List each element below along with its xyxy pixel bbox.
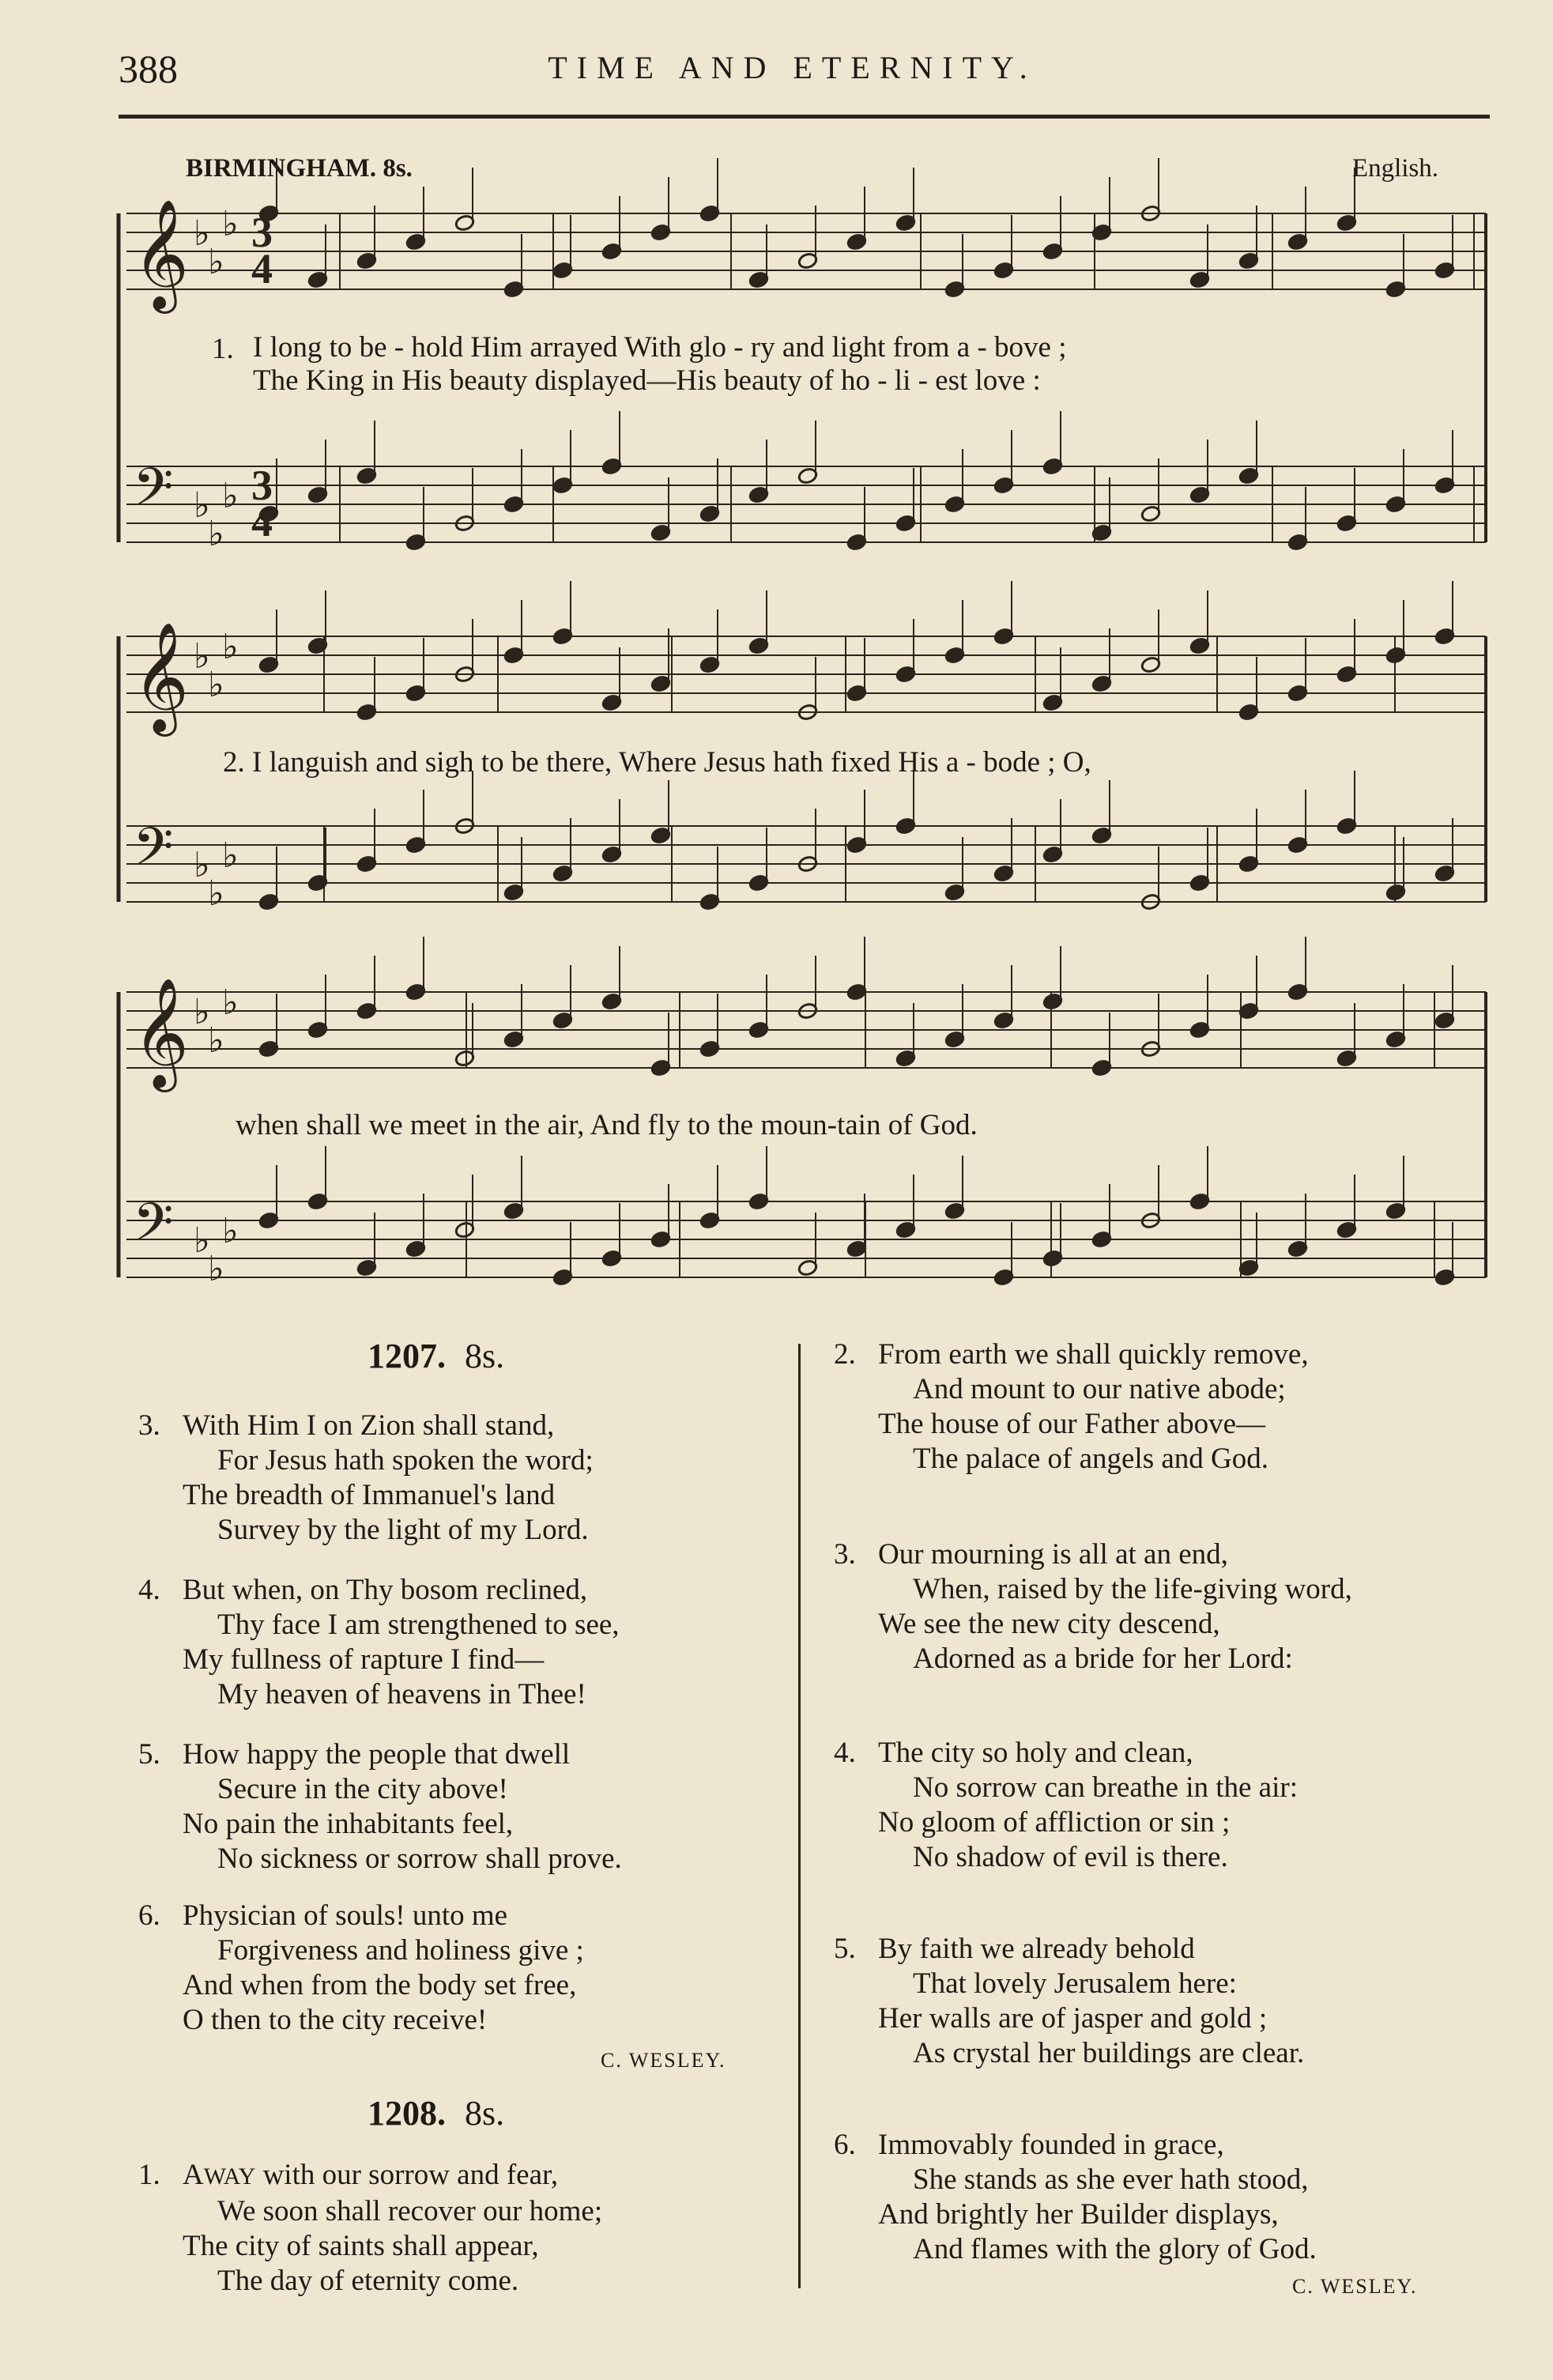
stanza-line: And mount to our native abode; xyxy=(913,1373,1286,1405)
hymn-number: 1207. xyxy=(368,1337,446,1375)
flat-icon: ♭ xyxy=(222,983,239,1023)
stanza-line: Physician of souls! unto me xyxy=(183,1899,508,1932)
flat-icon: ♭ xyxy=(208,1020,224,1061)
hymn-1208-stanza-4 xyxy=(834,1736,1298,1875)
hymn-meter: 8s. xyxy=(465,2094,505,2133)
hymn-1208-stanza-2 xyxy=(834,1337,1309,1477)
stanza-line: The city so holy and clean, xyxy=(878,1737,1193,1769)
flat-icon: ♭ xyxy=(222,627,239,667)
stanza-line: How happy the people that dwell xyxy=(183,1738,571,1771)
flat-icon: ♭ xyxy=(222,835,239,876)
treble-clef-icon: 𝄞 xyxy=(133,978,189,1088)
flat-icon: ♭ xyxy=(194,845,210,885)
stanza-line: No sorrow can breathe in the air: xyxy=(913,1771,1298,1804)
stanza-line: And flames with the glory of God. xyxy=(913,2233,1317,2265)
stanza-line: The breadth of Immanuel's land xyxy=(183,1479,556,1511)
stanza-line: No sickness or sorrow shall prove. xyxy=(217,1843,622,1875)
stanza-number: 3. xyxy=(138,1409,160,1442)
stanza-number: 5. xyxy=(138,1738,160,1771)
flat-icon: ♭ xyxy=(194,213,210,254)
stanza-number: 4. xyxy=(834,1737,856,1769)
flat-icon: ♭ xyxy=(222,1211,239,1251)
lyric-system1-line1: I long to be - hold Him arrayed With glo - ry and light from a - bove ; xyxy=(253,331,1067,364)
stanza-line: No pain the inhabitants feel, xyxy=(183,1808,514,1840)
flat-icon: ♭ xyxy=(222,476,239,516)
stanza-line: Forgiveness and holiness give ; xyxy=(217,1934,584,1967)
stanza-number: 6. xyxy=(834,2129,856,2161)
lyric-system3-line1: when shall we meet in the air, And fly to the moun-tain of God. xyxy=(236,1109,978,1141)
stanza-line: As crystal her buildings are clear. xyxy=(913,2037,1305,2069)
stanza-line: We see the new city descend, xyxy=(878,1608,1220,1640)
hymn-1207-heading xyxy=(368,1336,504,1376)
stanza-line: From earth we shall quickly remove, xyxy=(878,1338,1309,1371)
stanza-line: Her walls are of jasper and gold ; xyxy=(878,2002,1268,2035)
tune-origin: English. xyxy=(1351,154,1438,183)
flat-icon: ♭ xyxy=(222,204,239,244)
stanza-line: Adorned as a bride for her Lord: xyxy=(913,1643,1293,1675)
flat-icon: ♭ xyxy=(208,1249,224,1289)
stanza-line: We soon shall recover our home; xyxy=(217,2195,603,2227)
lyric-system1-line2: The King in His beauty displayed—His beauty of ho - li - est love : xyxy=(253,364,1041,397)
time-signature-digit: 4 xyxy=(251,245,273,292)
hymn-1208-stanza-6 xyxy=(834,2128,1317,2267)
flat-icon: ♭ xyxy=(194,485,210,526)
flat-icon: ♭ xyxy=(194,636,210,677)
hymn-1207-stanza-4 xyxy=(138,1573,620,1712)
time-signature-digit: 3 xyxy=(251,209,273,256)
stanza-line: But when, on Thy bosom reclined, xyxy=(183,1574,588,1606)
hymn-number: 1208. xyxy=(368,2094,446,2133)
hymn-1208-stanza-1 xyxy=(138,2158,602,2299)
time-signature-digit: 4 xyxy=(251,498,273,545)
stanza-line: The palace of angels and God. xyxy=(913,1443,1268,1475)
bass-clef-icon: 𝄢 xyxy=(133,457,174,530)
bass-clef-icon: 𝄢 xyxy=(133,1192,174,1265)
stanza-line: Survey by the light of my Lord. xyxy=(217,1514,589,1546)
stanza-number: 5. xyxy=(834,1933,856,1965)
stanza-line: AWAY with our sorrow and fear, xyxy=(183,2159,559,2191)
flat-icon: ♭ xyxy=(208,242,224,282)
stanza-line: No gloom of affliction or sin ; xyxy=(878,1806,1231,1839)
stanza-line: That lovely Jerusalem here: xyxy=(913,1967,1237,2000)
verse-number-1: 1. xyxy=(212,333,234,365)
stanza-line: My fullness of rapture I find— xyxy=(183,1643,545,1676)
stanza-line: My heaven of heavens in Thee! xyxy=(217,1678,586,1711)
bass-clef-icon: 𝄢 xyxy=(133,817,174,890)
stanza-line: When, raised by the life-giving word, xyxy=(913,1573,1352,1605)
stanza-line: No shadow of evil is there. xyxy=(913,1841,1228,1873)
stanza-line: Immovably founded in grace, xyxy=(878,2129,1224,2161)
flat-icon: ♭ xyxy=(194,1220,210,1261)
hymn-1208-heading xyxy=(368,2093,504,2133)
column-divider xyxy=(798,1344,801,2288)
hymn-1207-stanza-5 xyxy=(138,1737,622,1876)
stanza-line: The house of our Father above— xyxy=(878,1408,1266,1440)
stanza-line: With Him I on Zion shall stand, xyxy=(183,1409,555,1442)
stanza-line: For Jesus hath spoken the word; xyxy=(217,1444,594,1477)
hymn-1208-stanza-3 xyxy=(834,1537,1352,1677)
flat-icon: ♭ xyxy=(208,665,224,705)
stanza-line: The day of eternity come. xyxy=(217,2265,519,2297)
stanza-line: By faith we already behold xyxy=(878,1933,1195,1965)
hymn-1207-attribution: C. WESLEY. xyxy=(601,2049,726,2072)
time-signature-digit: 3 xyxy=(251,462,273,509)
stanza-number: 4. xyxy=(138,1574,160,1606)
flat-icon: ♭ xyxy=(208,514,224,554)
hymn-meter: 8s. xyxy=(465,1337,505,1375)
stanza-number: 3. xyxy=(834,1538,856,1571)
treble-clef-icon: 𝄞 xyxy=(133,622,189,732)
stanza-line: And when from the body set free, xyxy=(183,1969,577,2001)
stanza-line: Secure in the city above! xyxy=(217,1773,508,1805)
stanza-line: Thy face I am strengthened to see, xyxy=(217,1609,620,1641)
tune-name: BIRMINGHAM. 8s. xyxy=(186,154,413,183)
stanza-line: And brightly her Builder displays, xyxy=(878,2198,1279,2231)
stanza-number: 1. xyxy=(138,2159,160,2191)
stanza-line: Our mourning is all at an end, xyxy=(878,1538,1228,1571)
stanza-line: She stands as she ever hath stood, xyxy=(913,2163,1309,2196)
hymn-1207-stanza-3 xyxy=(138,1409,594,1548)
lyric-system2-line1: 2. I languish and sigh to be there, Where Jesus hath fixed His a - bode ; O, xyxy=(223,746,1091,779)
stanza-number: 6. xyxy=(138,1899,160,1932)
stanza-line: O then to the city receive! xyxy=(183,2004,488,2036)
flat-icon: ♭ xyxy=(194,992,210,1032)
hymn-1208-stanza-5 xyxy=(834,1932,1304,2071)
stanza-number: 2. xyxy=(834,1338,856,1371)
hymn-1207-stanza-6 xyxy=(138,1899,584,2038)
running-title: TIME AND ETERNITY. xyxy=(548,50,1037,85)
hymn-1208-attribution: C. WESLEY. xyxy=(1292,2275,1418,2298)
flat-icon: ♭ xyxy=(208,873,224,914)
treble-clef-icon: 𝄞 xyxy=(133,199,189,309)
page-number: 388 xyxy=(119,47,178,91)
stanza-line: The city of saints shall appear, xyxy=(183,2230,539,2262)
